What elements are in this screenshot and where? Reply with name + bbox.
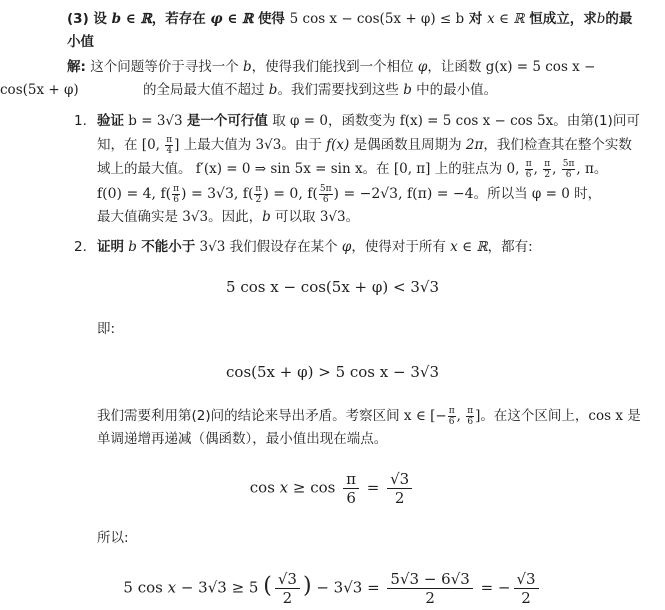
equation-2: cos(5x + φ) > 5 cos x − 3√3: [226, 363, 439, 381]
step2-line2: 我们需要利用第(2)问的结论来导出矛盾。考察区间 x ∈ [− $\frac{\pi}{6}$ , $\frac{\pi}{6}$ ]。在这个区间上，cos x 是: [97, 406, 641, 427]
equation-1: 5 cos x − cos(5x + φ) < 3√3: [226, 278, 439, 296]
step1-line2: 知，在 [0, $\frac{\pi}{4}$ ] 上最大值为 3√3。由于 f(x) 是偶函数且周期为 2π，我们检查其在整个实数: [97, 135, 632, 156]
step1-line5: 最大值确实是 3√3。因此，b 可以取 3√3。: [97, 209, 360, 225]
heading-part: (3) 设: [67, 11, 107, 27]
step1-number: 1.: [74, 113, 87, 129]
problem-heading: (3) 设 b ∈ ℝ，若存在 φ ∈ ℝ 使得 5 cos x − cos(5x + φ) ≤ b 对 x ∈ ℝ 恒成立，求b的最小值: [67, 11, 633, 50]
step2-number: 2.: [74, 239, 87, 255]
step1-line4: f(0) = 4, f( $\frac{\pi}{6}$ ) = 3√3, f( $\frac{\pi}{2}$ ) = 0, f( $\frac{5\pi}{6}$ ) = −2√3, f(π) = −4。所以当 φ = 0 时，: [97, 183, 602, 205]
so-label: 所以:: [97, 530, 129, 546]
step2-line1: 证明 b 不能小于 3√3 我们假设存在某个 φ，使得对于所有 x ∈ ℝ，都有:: [97, 239, 533, 255]
solution-intro-cont: 的全局最大值不超过 b。我们需要找到这些 b 中的最小值。: [143, 82, 498, 98]
solution-intro: 解: 这个问题等价于寻找一个 b，使得我们能找到一个相位 φ，让函数 g(x) = 5 cos x − cos(5x + φ): [0, 59, 596, 98]
step2-line3: 单调递增再递减（偶函数），最小值出现在端点。: [97, 431, 388, 447]
step1-line3: 域上的最大值。 f′(x) = 0 ⇒ sin 5x = sin x。在 [0, π] 上的驻点为 0, $\frac{\pi}{6}$ , $\frac{\pi}{2}$ , $\frac{5\pi}{6}$ , π。: [97, 159, 608, 180]
ie-label: 即:: [97, 321, 116, 337]
equation-3: cos x ≥ cos $\frac{\pi}{6}$ = $\frac{√3}{2}$: [0, 470, 665, 507]
step1-line1: 验证 b = 3√3 是一个可行值 取 φ = 0，函数变为 f(x) = 5 cos x − cos 5x。由第(1)问可: [97, 113, 640, 129]
equation-4: 5 cos x − 3√3 ≥ 5 ( $\frac{√3}{2}$ ) − 3√3 = $\frac{5√3 - 6√3}{2}$ = − $\frac{√3}{2}$: [0, 570, 665, 607]
